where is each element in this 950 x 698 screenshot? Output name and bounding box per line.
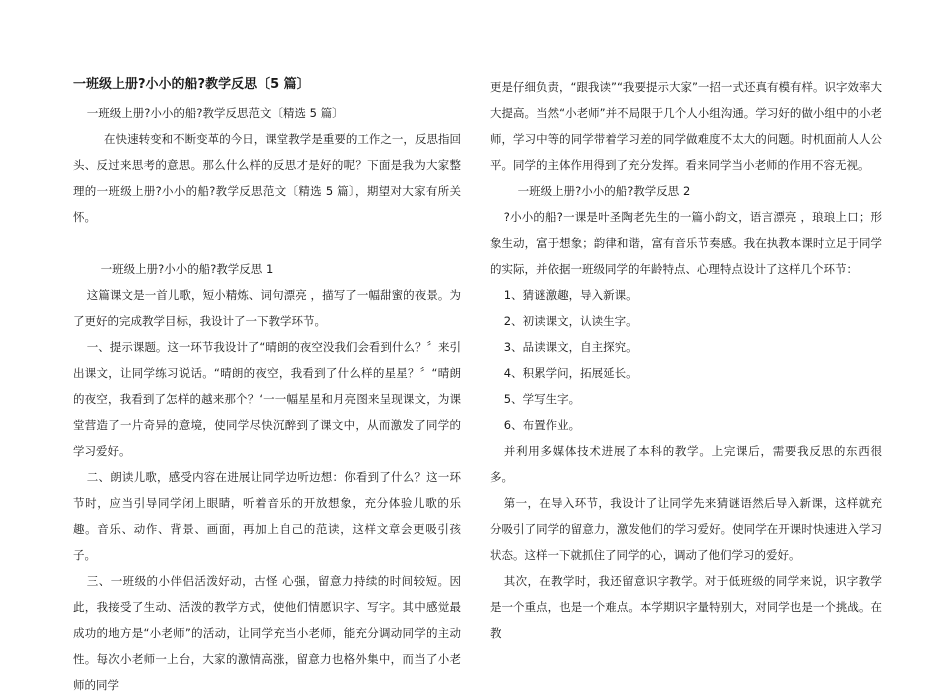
left-column [73, 74, 461, 698]
list-item: 4、积累学问，拓展延长。 [503, 366, 638, 380]
section-1-heading: 一班级上册?小小的船?教学反思 1 [100, 262, 274, 276]
document-title: 一班级上册?小小的船?教学反思〔5 篇〕 [73, 77, 310, 92]
list-item: 5、学写生字。 [503, 392, 581, 406]
section-2-paragraph-1: ?小小的船?一课是叶圣陶老先生的一篇小韵文，语言漂亮 ，琅琅上口；形象生动，富于想象；韵律和谐，富有音乐节奏感。我在执教本课时立足于同学的实际，并依据一班级同学的年龄特点、心理特点设计了这样几个环节： [490, 210, 882, 276]
section-2-paragraph-3: 第一，在导入环节，我设计了让同学先来猜谜语然后导入新课，这样就充分吸引了同学的留意力，激发他们的学习爱好。使同学在开课时快速进入学习状态。这样一下就抓住了同学的心，调动了他们学习的爱好。 [490, 496, 882, 562]
section-1-paragraph-continued: 更是仔细负责，“跟我读”“我要提示大家”一招一式还真有模有样。识字效率大大提高。当然“小老师”并不局限于几个人小组沟通。学习好的做小组中的小老师，学习中等的同学带着学习差的同学做难度不太大的问题。时机面前人人公平。同学的主体作用得到了充分发挥。看来同学当小老师的作用不容无视。 [490, 80, 882, 172]
section-1-paragraph-3: 二、朗读儿歌，感受内容在进展让同学边听边想：你看到了什么？这一环节时，应当引导同学闭上眼睛，听着音乐的开放想象，充分体验儿歌的乐趣。音乐、动作、背景、画面，再加上自己的范读，这样文章会更吸引孩子。 [73, 470, 461, 562]
teaching-steps-list [490, 282, 882, 438]
section-1-paragraph-2: 一、提示课题。这一环节我设计了“晴朗的夜空没我们会看到什么？〞来引出课文，让同学练习说话。“晴朗的夜空，我看到了什么样的星星？〞“晴朗的夜空，我看到了怎样的越来那个？‘一一幅星星和月亮图来呈现课文，为课堂营造了一片奇异的意境，使同学尽快沉醉到了课文中，从而激发了同学的学习爱好。 [73, 340, 461, 458]
list-item: 3、品读课文，自主探究。 [503, 340, 638, 354]
section-2-paragraph-4: 其次，在教学时，我还留意识字教学。对于低班级的同学来说，识字教学是一个重点，也是一个难点。本学期识字量特别大，对同学也是一个挑战。在教 [490, 574, 882, 640]
section-1-paragraph-1: 这篇课文是一首儿歌，短小精炼、词句漂亮 ，描写了一幅甜蜜的夜景。为了更好的完成教学目标，我设计了一下教学环节。 [73, 288, 461, 328]
document-subtitle: 一班级上册?小小的船?教学反思范文〔精选 5 篇〕 [86, 106, 344, 120]
list-item: 6、布置作业。 [503, 418, 581, 432]
right-column [490, 74, 882, 646]
section-2-heading: 一班级上册?小小的船?教学反思 2 [517, 184, 691, 198]
section-1-paragraph-4: 三、一班级的小伴侣活泼好动，古怪 心强，留意力持续的时间较短。因此，我接受了生动、活泼的教学方式，使他们情愿识字、写字。其中感觉最成功的地方是“小老师”的活动，让同学充当小老师，能充分调动同学的主动性。每次小老师一上台，大家的激情高涨，留意力也格外集中，而当了小老师的同学 [73, 574, 461, 692]
intro-paragraph: 在快速转变和不断变革的今日，课堂教学是重要的工作之一，反思指回头、反过来思考的意思。那么什么样的反思才是好的呢？下面是我为大家整理的一班级上册?小小的船?教学反思范文〔精选 5 篇〕，期望对大家有所关怀。 [73, 132, 461, 224]
section-2-paragraph-2: 并利用多媒体技术进展了本科的教学。上完课后，需要我反思的东西很多。 [490, 444, 882, 484]
list-item: 2、初读课文，认读生字。 [503, 314, 638, 328]
spacer [73, 230, 461, 256]
list-item: 1、猜谜激趣，导入新课。 [503, 288, 638, 302]
